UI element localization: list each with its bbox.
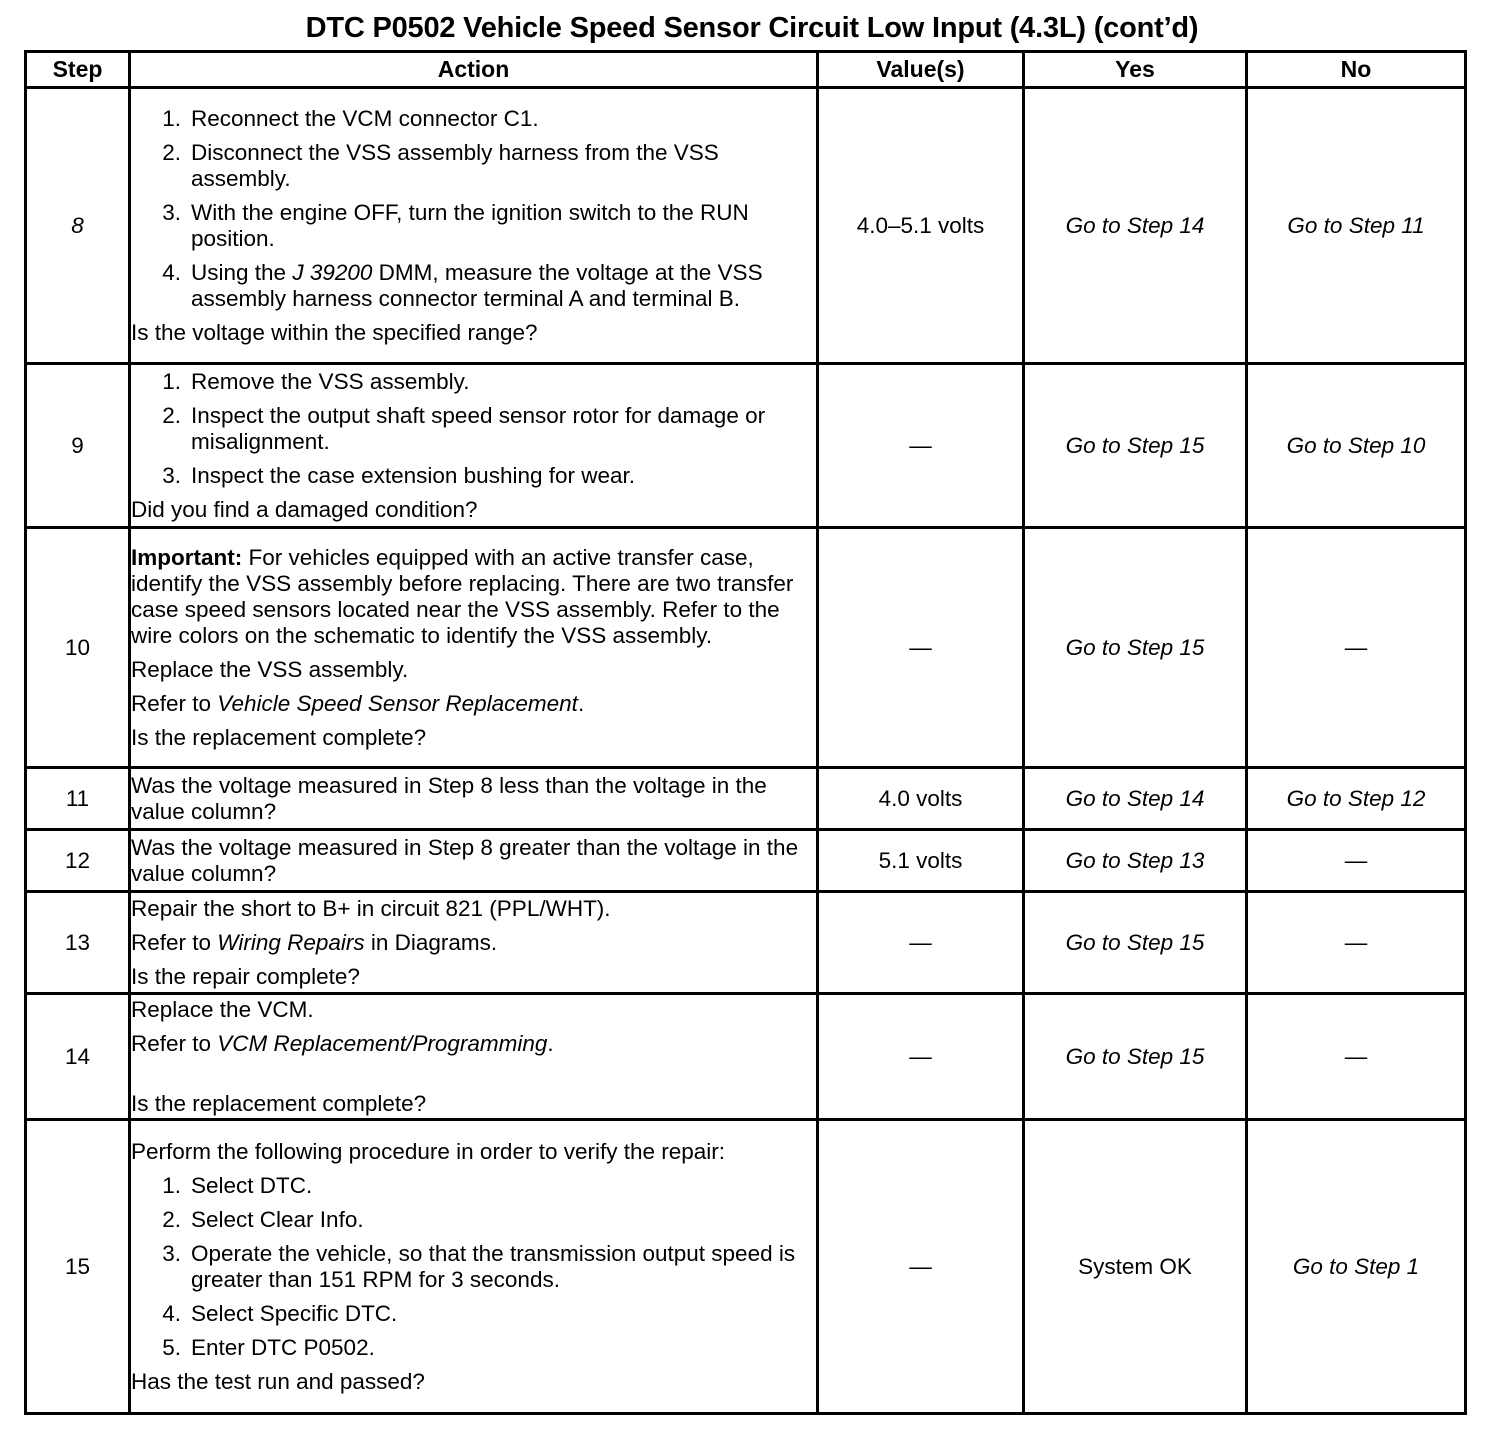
action-cell [130,830,818,892]
no-cell: Go to Step 12 [1247,768,1466,830]
diagnostic-table [24,50,1467,1415]
yes-cell: Go to Step 15 [1024,892,1247,994]
question-text: Is the replacement complete? [131,724,427,750]
list-item: 2. Inspect the output shaft speed sensor rotor for damage or misalignment. [162,402,766,454]
question-text: Is the voltage within the specified range? [131,319,538,345]
no-cell: — [1247,830,1466,892]
list-item: 3. Inspect the case extension bushing for wear. [162,462,636,488]
instruction-text: Replace the VCM. [131,996,314,1022]
no-cell: — [1247,892,1466,994]
table-row-step-14 [26,994,1466,1120]
list-item: 1. Reconnect the VCM connector C1. [162,105,539,131]
value-cell: 4.0–5.1 volts [818,88,1024,364]
header-row [26,52,1466,88]
yes-cell: System OK [1024,1120,1247,1414]
yes-cell: Go to Step 14 [1024,768,1247,830]
table-row-step-8 [26,88,1466,364]
value-cell: 4.0 volts [818,768,1024,830]
table-row-step-15 [26,1120,1466,1414]
no-cell: Go to Step 1 [1247,1120,1466,1414]
step-number: 13 [26,892,130,994]
yes-cell: Go to Step 15 [1024,994,1247,1120]
table-row-step-13 [26,892,1466,994]
action-cell [130,994,818,1120]
list-item: 3. Operate the vehicle, so that the transmission output speed is greater than 151 RPM for 3 seconds. [162,1240,796,1292]
yes-cell: Go to Step 15 [1024,364,1247,528]
no-cell: Go to Step 10 [1247,364,1466,528]
step-number: 11 [26,768,130,830]
yes-cell: Go to Step 13 [1024,830,1247,892]
step-number: 10 [26,528,130,768]
reference-text: Refer to Wiring Repairs in Diagrams. [131,929,498,955]
no-cell: — [1247,528,1466,768]
value-cell: — [818,528,1024,768]
list-item: 3. With the engine OFF, turn the ignition switch to the RUN position. [162,199,749,251]
instruction-text: Repair the short to B+ in circuit 821 (PPL/WHT). [131,895,611,921]
action-cell [130,528,818,768]
header-values: Value(s) [818,52,1024,88]
question-text: Did you find a damaged condition? [131,496,478,522]
no-cell: Go to Step 11 [1247,88,1466,364]
important-label: Important: [131,544,243,570]
list-item: 1. Select DTC. [162,1172,313,1198]
header-no: No [1247,52,1466,88]
action-cell [130,892,818,994]
list-item: 5. Enter DTC P0502. [162,1334,375,1360]
header-step: Step [26,52,130,88]
list-item: 4. Using the J 39200 DMM, measure the voltage at the VSS assembly harness connector terminal A and terminal B. [162,259,763,311]
page-title: DTC P0502 Vehicle Speed Sensor Circuit Low Input (4.3L) (cont’d) [305,12,1199,44]
question-text: Was the voltage measured in Step 8 greater than the voltage in the value column? [131,834,799,886]
question-text: Is the replacement complete? [131,1090,427,1116]
no-cell: — [1247,994,1466,1120]
value-cell: 5.1 volts [818,830,1024,892]
step-number: 9 [26,364,130,528]
value-cell: — [818,364,1024,528]
action-cell [130,768,818,830]
tool-reference: J 39200 [292,259,373,285]
step-number: 15 [26,1120,130,1414]
yes-cell: Go to Step 15 [1024,528,1247,768]
header-yes: Yes [1024,52,1247,88]
yes-cell: Go to Step 14 [1024,88,1247,364]
step-number: 12 [26,830,130,892]
reference-text: Refer to Vehicle Speed Sensor Replacement. [131,690,585,716]
question-text: Was the voltage measured in Step 8 less than the voltage in the value column? [131,772,767,824]
intro-text: Perform the following procedure in order to verify the repair: [131,1138,726,1164]
list-item: 2. Select Clear Info. [162,1206,364,1232]
step-number: 14 [26,994,130,1120]
important-note: Important: For vehicles equipped with an active transfer case, identify the VSS assembly before replacing. There are two transfer case speed sensors located near the VSS assembly. Refer to the wire colors on the schematic to identify the VSS assembly. [131,544,794,648]
value-cell: — [818,994,1024,1120]
reference-text: Refer to VCM Replacement/Programming. [131,1030,554,1056]
question-text: Is the repair complete? [131,963,360,989]
list-item: 2. Disconnect the VSS assembly harness from the VSS assembly. [162,139,719,191]
question-text: Has the test run and passed? [131,1368,425,1394]
table-row-step-11 [26,768,1466,830]
action-cell [130,364,818,528]
table-row-step-10 [26,528,1466,768]
header-action: Action [130,52,818,88]
value-cell: — [818,1120,1024,1414]
action-cell [130,88,818,364]
table-row-step-9 [26,364,1466,528]
value-cell: — [818,892,1024,994]
table-row-step-12 [26,830,1466,892]
instruction-text: Replace the VSS assembly. [131,656,409,682]
action-cell [130,1120,818,1414]
list-item: 4. Select Specific DTC. [162,1300,398,1326]
list-item: 1. Remove the VSS assembly. [162,368,470,394]
step-number: 8 [26,88,130,364]
